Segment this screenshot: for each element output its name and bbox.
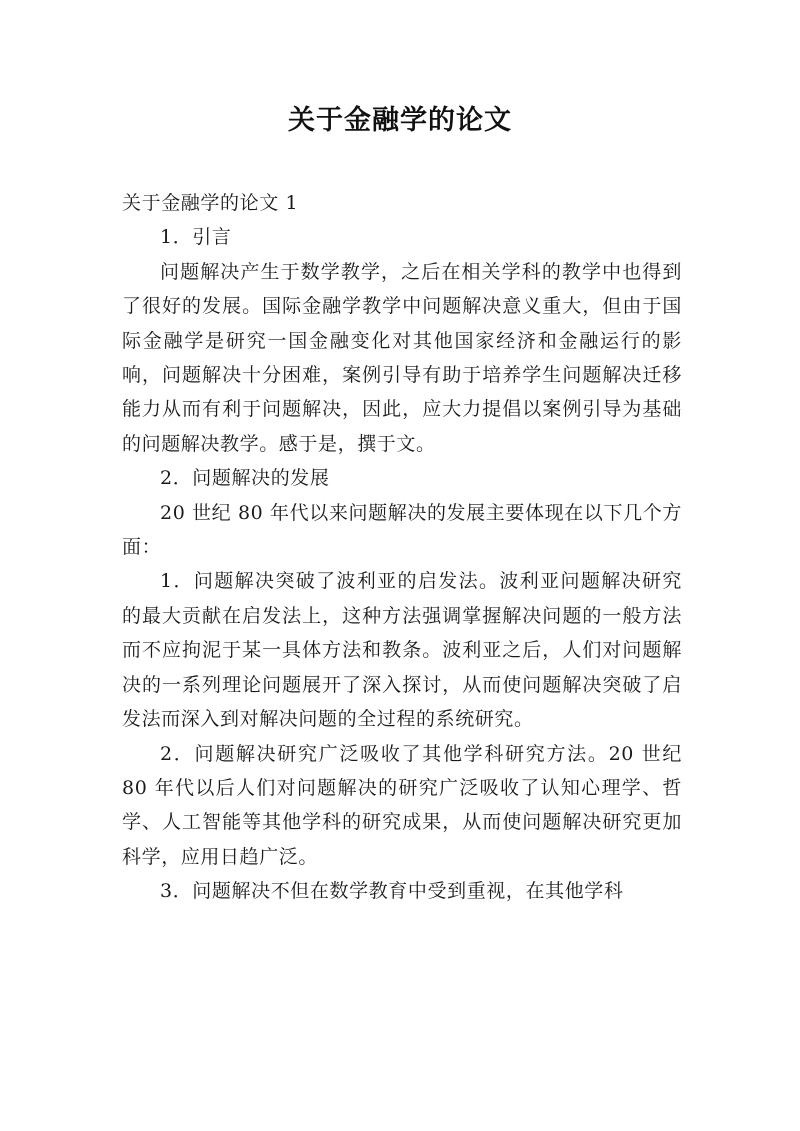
paragraph: 1．问题解决突破了波利亚的启发法。波利亚问题解决研究的最大贡献在启发法上，这种方法强调掌握解决问题的一般方法而不应拘泥于某一具体方法和教条。波利亚之后，人们对问题解决的一系列理论问题展开了深入探讨，从而使问题解决突破了启发法而深入到对解决问题的全过程的系统研究。 bbox=[122, 570, 682, 731]
paragraph: 20 世纪 80 年代以来问题解决的发展主要体现在以下几个方面： bbox=[122, 501, 682, 559]
paragraph: 问题解决产生于数学教学，之后在相关学科的教学中也得到了很好的发展。国际金融学教学中问题解决意义重大，但由于国际金融学是研究一国金融变化对其他国家经济和金融运行的影响，问题解决十分困难，案例引导有助于培养学生问题解决迁移能力从而有利于问题解决，因此，应大力提倡以案例引导为基础的问题解决教学。感于是，撰于文。 bbox=[122, 260, 682, 455]
document-body bbox=[122, 186, 682, 909]
subsection-heading: 2．问题解决的发展 bbox=[160, 467, 330, 490]
paragraph: 3．问题解决不但在数学教育中受到重视，在其他学科 bbox=[160, 880, 624, 903]
document-title: 关于金融学的论文 bbox=[288, 105, 512, 136]
subsection-heading: 1．引言 bbox=[160, 226, 232, 249]
paragraph: 2．问题解决研究广泛吸收了其他学科研究方法。20 世纪 80 年代以后人们对问题解决的研究广泛吸收了认知心理学、哲学、人工智能等其他学科的研究成果，从而使问题解决研究更加科学，应用日趋广泛。 bbox=[122, 742, 682, 868]
section-heading: 关于金融学的论文 1 bbox=[122, 192, 299, 214]
